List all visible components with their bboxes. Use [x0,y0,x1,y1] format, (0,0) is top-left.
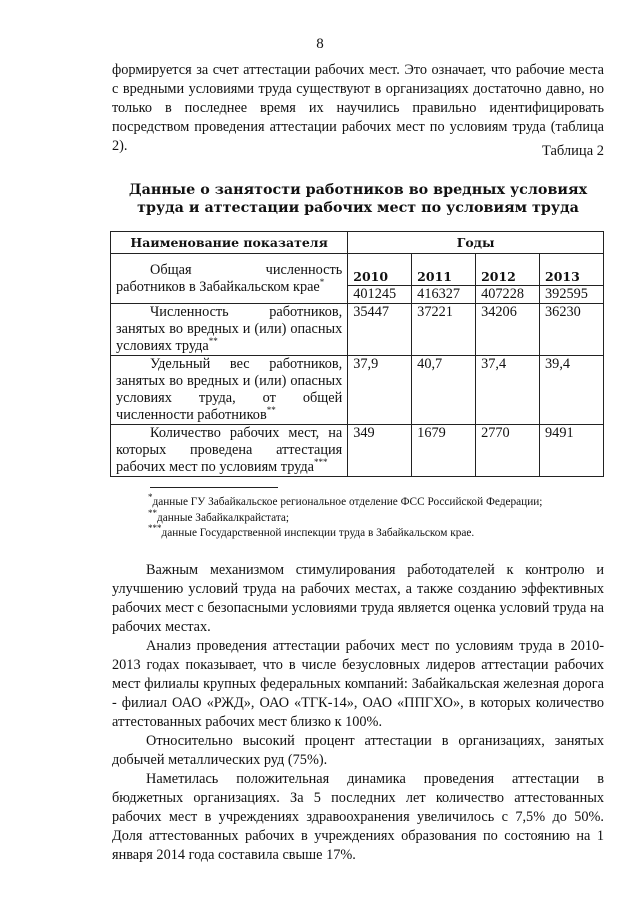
table-row [111,425,604,477]
value-cell: 37221 [412,304,476,356]
value-cell: 416327 [412,286,476,304]
value-cell: 39,4 [540,356,604,425]
indicator-name: Численность работников, занятых во вредных и (или) опасных условиях труда** [111,304,348,356]
table-title: Данные о занятости работников во вредных условиях труда и аттестации рабочих мест по условиям труда [128,182,588,216]
value-cell: 37,9 [348,356,412,425]
header-years: Годы [348,232,604,254]
footnote: **данные Забайкалкрайстата; [148,507,290,524]
value-cell: 9491 [540,425,604,477]
table-label: Таблица 2 [541,143,604,159]
table-row [111,356,604,425]
footnote: *данные ГУ Забайкальское региональное отделение ФСС Российской Федерации; [148,492,543,508]
value-cell: 34206 [476,304,540,356]
table-header-row [111,232,604,254]
footnote: ***данные Государственной инспекции труда в Забайкальском крае. [148,523,475,539]
indicator-name: Удельный вес работников, занятых во вредных и (или) опасных условиях труда, от общей численности работников** [111,356,348,425]
indicator-name: Общая численность работников в Забайкальском крае* [111,254,348,304]
value-cell: 36230 [540,304,604,356]
value-cell: 407228 [476,286,540,304]
value-cell: 392595 [540,286,604,304]
value-cell: 401245 [348,286,412,304]
indicator-name: Количество рабочих мест, на которых проведена аттестация рабочих мест по условиям труда*** [111,425,348,477]
intro-paragraph: формируется за счет аттестации рабочих мест. Это означает, что рабочие места с вредными условиями труда существуют в организациях достаточно давно, но только в последнее время их научились правильно идентифицировать посредством проведения аттестации рабочих мест по условиям труда (таблица 2). [112,62,604,154]
year-cell: 2010 [348,254,412,286]
year-cell: 2011 [412,254,476,286]
table-row [111,254,604,286]
body-paragraph: Относительно высокий процент аттестации в организациях, занятых добычей металлических руд (75%). [112,733,604,768]
year-cell: 2013 [540,254,604,286]
value-cell: 2770 [476,425,540,477]
header-indicator: Наименование показателя [111,232,348,254]
value-cell: 349 [348,425,412,477]
year-cell: 2012 [476,254,540,286]
table-row [111,304,604,356]
value-cell: 1679 [412,425,476,477]
page-number: 8 [316,36,324,52]
body-paragraph: Важным механизмом стимулирования работодателей к контролю и улучшению условий труда на рабочих местах, а также созданию эффективных рабочих мест с безопасными условиями труда является оценка условий труда на рабочих местах. [112,562,604,635]
value-cell: 37,4 [476,356,540,425]
footnotes [148,492,608,542]
value-cell: 40,7 [412,356,476,425]
body-paragraph: Анализ проведения аттестации рабочих мест по условиям труда в 2010-2013 годах показывает, что в числе безусловных лидеров аттестации рабочих мест филиалы крупных федеральных компаний: Забайкальская железная дорога - филиал ОАО «РЖД», ОАО «ТГК-14», ОАО «ППГХО», в которых количество аттестованных рабочих мест близко к 100%. [112,638,604,730]
body-paragraph: Наметилась положительная динамика проведения аттестации в бюджетных организациях. За 5 последних лет количество аттестованных рабочих мест в учреждениях здравоохранения увеличилось с 7,5% до 50%. Доля аттестованных рабочих в учреждениях образования по состоянию на 1 января 2014 года составила свыше 17%. [112,771,604,863]
value-cell: 35447 [348,304,412,356]
data-table [110,231,604,477]
footnote-divider [150,487,278,488]
